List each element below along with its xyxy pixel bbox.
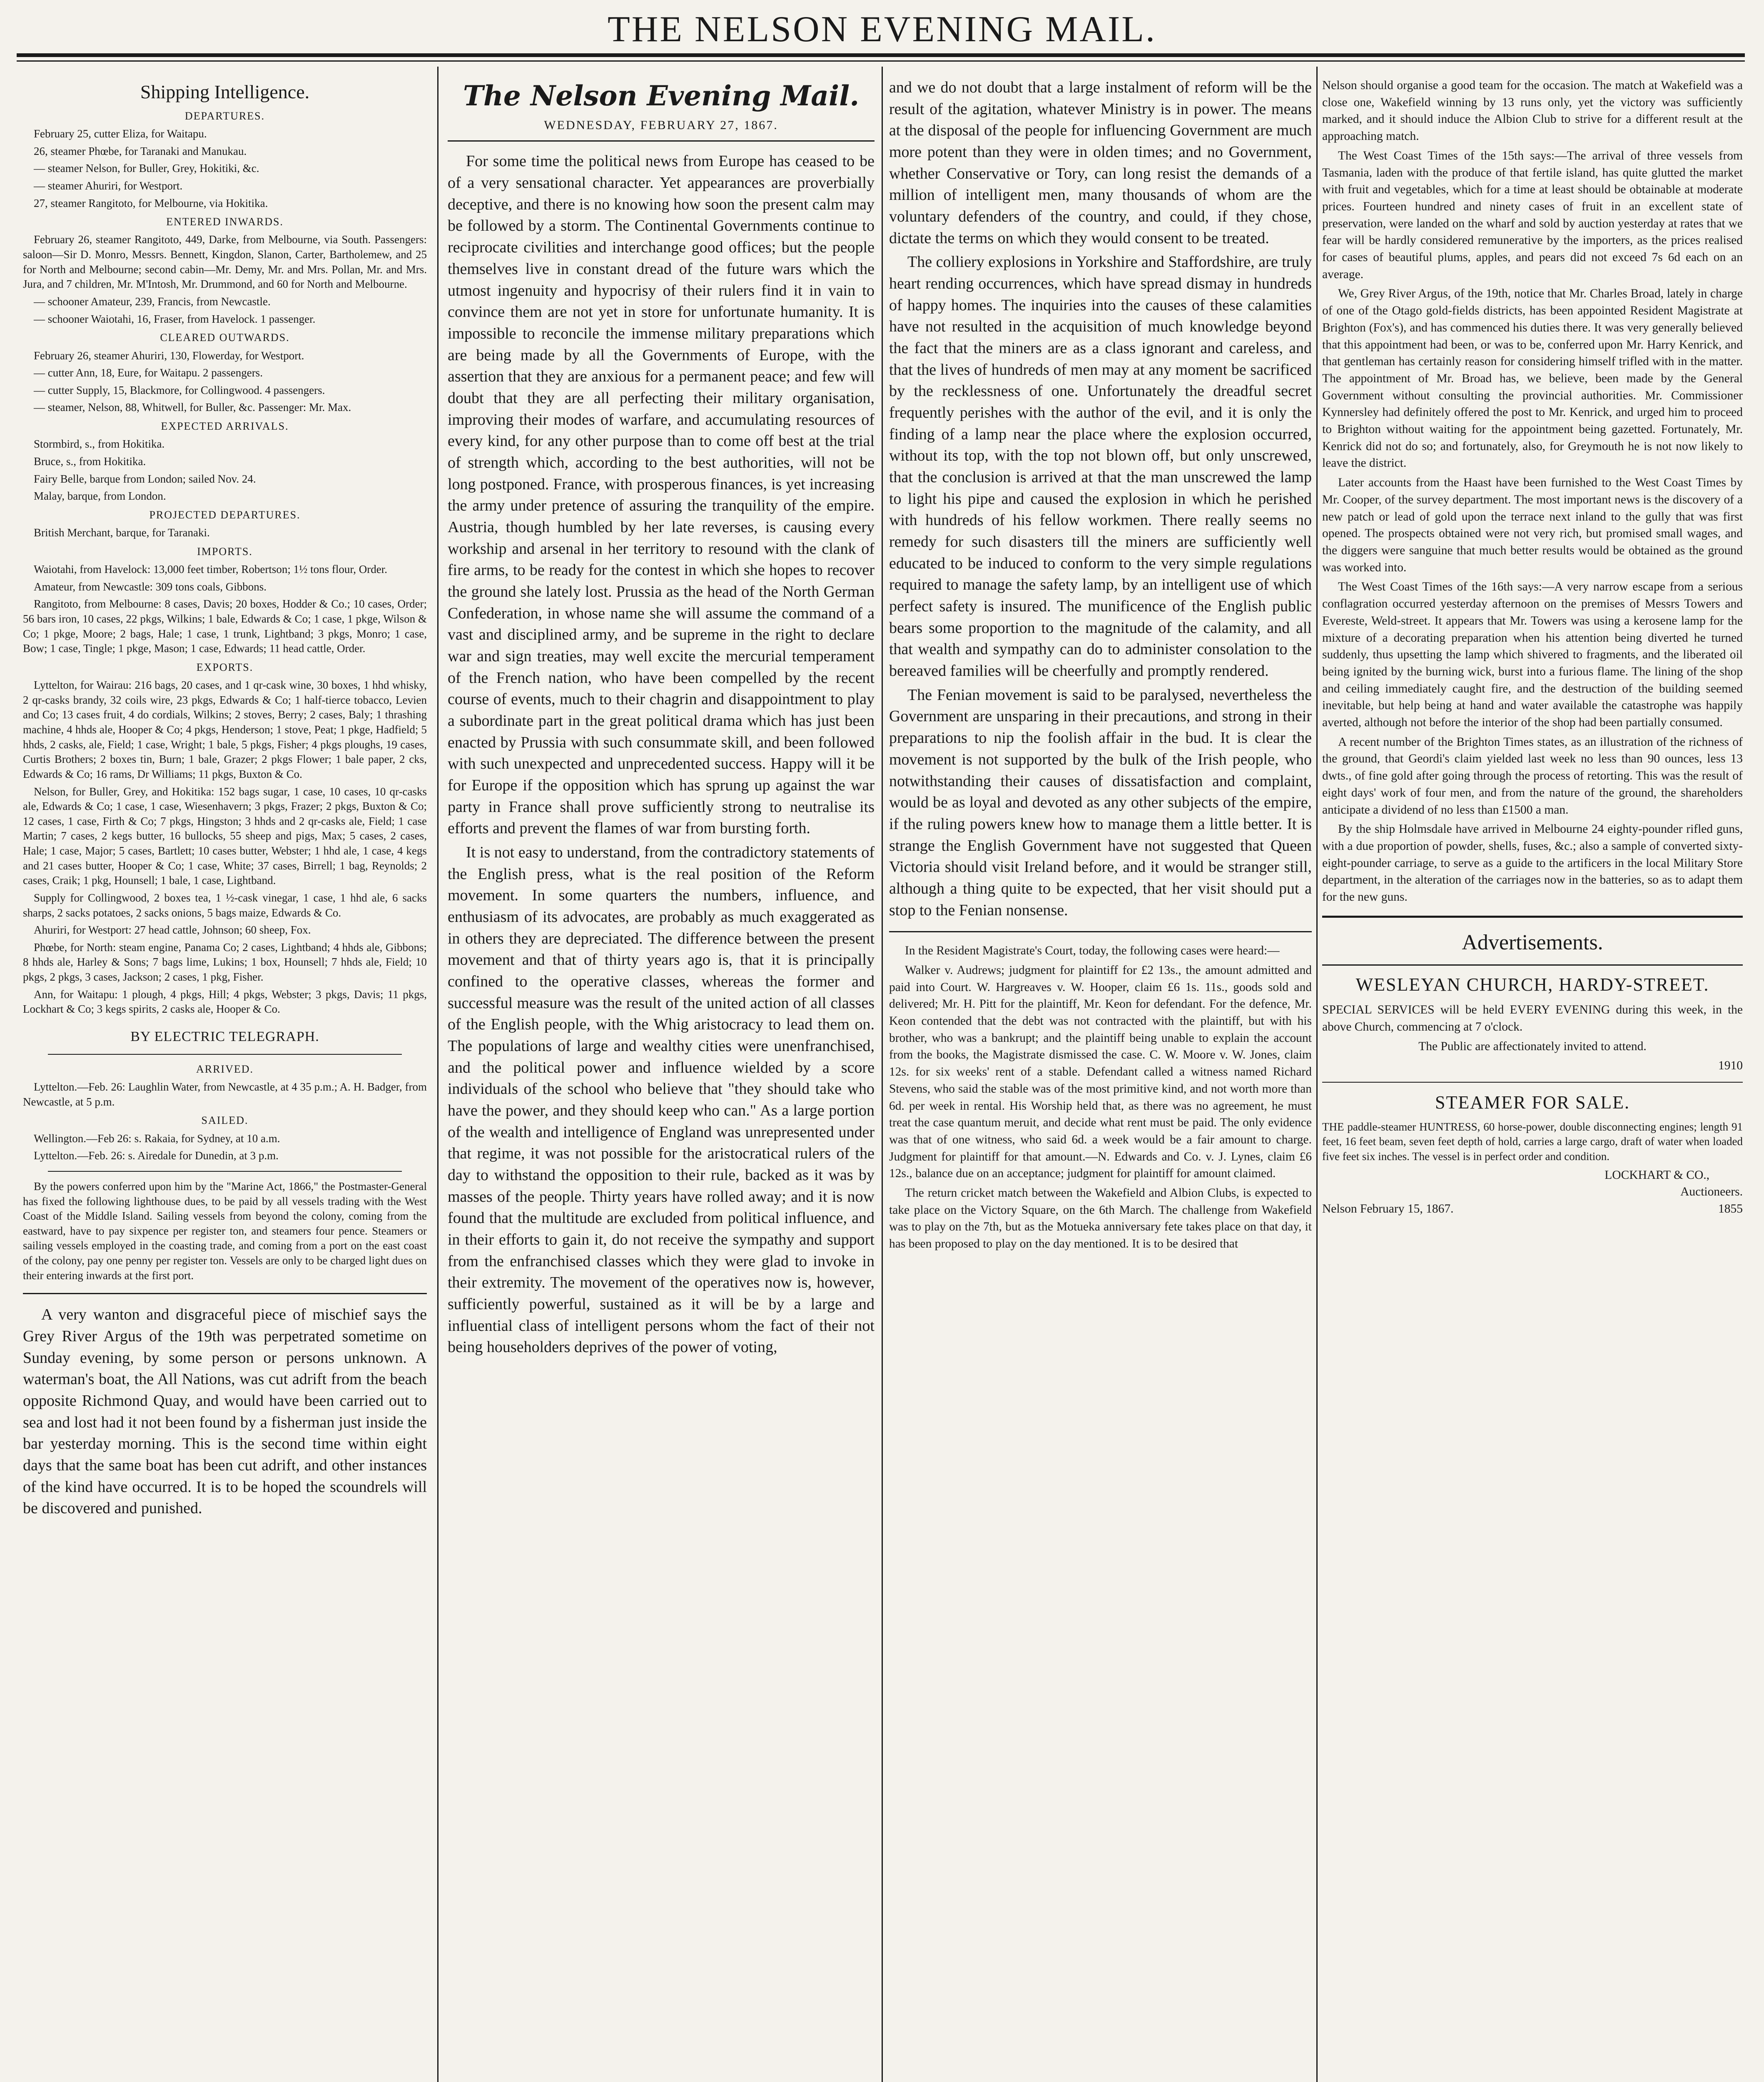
masthead-rule <box>17 53 1745 57</box>
divider <box>1322 916 1743 918</box>
divider <box>889 931 1312 932</box>
column-shipping <box>23 77 427 2082</box>
divider <box>48 1171 402 1172</box>
ad-body: The Public are affectionately invited to attend. <box>1418 1039 1647 1053</box>
expected-heading: EXPECTED ARRIVALS. <box>161 420 289 433</box>
ad-heading: STEAMER FOR SALE. <box>1435 1092 1630 1113</box>
column-divider <box>437 67 439 2082</box>
ad-number: 1855 <box>1718 1202 1743 1216</box>
shipping-item: February 25, cutter Eliza, for Waitapu. <box>34 127 207 140</box>
shipping-item: — cutter Supply, 15, Blackmore, for Collingwood. 4 passengers. <box>34 384 325 396</box>
news-paragraph: Nelson should organise a good team for the occasion. The match at Wakefield was a close one, Wakefield winning by 13 runs only, yet the victory was sufficiently marked, and it should induce the Albion Club to strive for a different result at the approaching match. <box>1322 79 1743 143</box>
imports-heading: IMPORTS. <box>197 545 253 558</box>
fenian-paragraph: The Fenian movement is said to be paralysed, nevertheless the Government are unsparing in their precautions, and strong in their preparations to nip the foolish affair in the bud. It is clear the movement is not supported by the bulk of the Irish people, who notwithstanding their causes of dissatisfaction and complaint, would be as loyal and devoted as any other subjects of the empire, if the ruling powers knew how to manage them a little better. It is strange the English Government have not suggested that Queen Victoria should visit Ireland before, and it would be stranger still, although a thing quite to be expected, that her visit should put a stop to the Fenian nonsense. <box>889 686 1312 919</box>
sailed-heading: SAILED. <box>201 1114 249 1127</box>
exports-heading: EXPORTS. <box>196 661 254 673</box>
departures-heading: DEPARTURES. <box>184 110 265 122</box>
shipping-item: Bruce, s., from Hokitika. <box>34 455 146 468</box>
editorial-paragraph: It is not easy to understand, from the contradictory statements of the English press, what is the real position of the Reform movement. In some quarters the numbers, influence, and enthusiasm of its advocates, are probably as much exaggerated as in others they are depreciated. The difference between the present movement and that of thirty years ago is, that it is principally confined to the operative classes, whereas the former and successful measure was the result of the united action of all classes of the English people, with the Whig aristocracy to lead them on. The populations of large and wealthy cities were unenfranchised, and the political power and influence wielded by a score individuals of the school who believe that "they should take who have the power, and they should keep who can." As a large portion of the wealth and intelligence of England was unrepresented under that regime, it was not possible for the aristocratical rulers of the day to withstand the opposition to their rule, backed as it was by masses of the people. Thirty years have rolled away; and it is now found that the multitude are excluded from political influence, and in their efforts to gain it, do not receive the sympathy and support from the enfranchised classes which they were glad to invoke in their extremity. The movement of the operatives now is, however, sufficiently powerful, sustained as it will be by a large and influential class of intelligent persons whom the fact of their not being householders deprives of the power of voting, <box>448 843 875 1356</box>
news-paragraph: Later accounts from the Haast have been furnished to the West Coast Times by Mr. Cooper, of the survey department. The most important news is the discovery of a new patch or lead of gold upon the terrace next inland to the gully that was first opened. The prospects obtained were not very rich, but promised small wages, and the diggers were sanguine that much better results would be obtained as the ground was worked into. <box>1322 476 1743 574</box>
editorial-paragraph: For some time the political news from Europe has ceased to be of a very sensational character. Yet appearances are proverbially deceptive, and there is no knowing how soon the present calm may be followed by a storm. The Continental Governments continue to reciprocate civilities and interchange good offices; but the people themselves live in constant dread of the future wars which the utmost ingenuity and hypocrisy of their rulers find it in vain to convince them are not yet in store for unfortunate humanity. It is impossible to reconcile the immense military preparations which are being made by all the Governments of Europe, with the assertion that they are anxious for a permanent peace; and few will doubt that they are all perfecting their military organisation, improving their modes of warfare, and accumulating resources of every kind, for any other purpose than to come off best at the trial of strength which, according to the best authorities, will not be long postponed. France, with prosperous finances, is yet increasing the army under pretence of assuring the tranquility of the empire. Austria, though humbled by her late reverses, is causing every workship and arsenal in her territory to resound with the clank of fire arms, to be ready for the contest in which she hopes to recover the ground she lately lost. Prussia as the head of the North German Confederation, in whose name she will assume the command of a vast and disciplined army, and be supreme in the right to declare war and sign treaties, may well excite the mercurial temperament of the French nation, who have been compelled by the recent course of events, much to their chagrin and disappointment to play a subordinate part in the great political drama which has just been enacted by Prussia with such consummate skill, and been followed with such unexpected and unprecedented success. Happy will it be for Europe if the opposition which has sprung up against the war party in France shall prove sufficiently strong to neutralise its efforts and prevent the flames of war from bursting forth. <box>448 152 875 837</box>
shipping-item: Rangitoto, from Melbourne: 8 cases, Davis; 20 boxes, Hodder & Co.; 10 cases, Order; 56 bars iron, 10 cases, 22 pkgs, Wilkins; 1 bale, Edwards & Co; 1 case, 1 pkge, Wilson & Co; 1 pkge, Moore; 2 bags, Hale; 1 case, 1 trunk, Lightband; 3 pkgs, Monro; 1 case, Bow; 1 case, Tingle; 1 pkge, Mason; 1 case, Edwards; 11 head cattle, Order. <box>23 598 427 655</box>
divider <box>1322 964 1743 966</box>
shipping-heading: Shipping Intelligence. <box>140 81 310 102</box>
ad-heading: WESLEYAN CHURCH, HARDY-STREET. <box>1355 974 1709 995</box>
projected-heading: PROJECTED DEPARTURES. <box>149 508 301 521</box>
shipping-item: Wellington.—Feb 26: s. Rakaia, for Sydney, at 10 a.m. <box>34 1132 280 1145</box>
shipping-item: February 26, steamer Rangitoto, 449, Darke, from Melbourne, via South. Passengers: saloon—Sir D. Monro, Messrs. Bennett, Kingdon, Slanon, Carter, Bartholemew, and 25 for North and Melbourne; second cabin—Mr. Demy, Mr. and Mrs. Pollan, Mr. and Mrs. Jura, and 7 children, Mr. M'Intosh, Mr. Drummond, and 60 for North and Melbourne. <box>23 233 427 291</box>
arrived-heading: ARRIVED. <box>196 1063 254 1075</box>
news-paragraph: By the ship Holmsdale have arrived in Melbourne 24 eighty-pounder rifled guns, with a due proportion of powder, shells, fuses, &c.; also a sample of converted sixty-eight-pounder carriage, to serve as a guide to the artificers in the local Military Store department, in the alteration of the carriages now in the batteries, so as to adapt them for the new guns. <box>1322 822 1743 904</box>
divider <box>448 140 875 142</box>
news-paragraph: A recent number of the Brighton Times states, as an illustration of the richness of the ground, that Geordi's claim yielded last week no less than 90 ounces, less 13 dwts., of fine gold after going through the process of retorting. This was the result of eight days' work of four men, and from the nature of the ground, the shareholders anticipate a dividend of no less than £1500 a man. <box>1322 735 1743 817</box>
column-editorial <box>448 77 875 2082</box>
shipping-item: February 26, steamer Ahuriri, 130, Flowerday, for Westport. <box>34 349 304 362</box>
shipping-item: — schooner Amateur, 239, Francis, from Newcastle. <box>34 295 271 308</box>
shipping-item: Amateur, from Newcastle: 309 tons coals, Gibbons. <box>34 580 267 593</box>
shipping-item: — steamer Ahuriri, for Westport. <box>34 179 183 192</box>
shipping-item: Fairy Belle, barque from London; sailed Nov. 24. <box>34 472 256 485</box>
court-cases: Walker v. Audrews; judgment for plaintiff for £2 13s., the amount admitted and paid into Court. W. Hargreaves v. W. Hooper, claim £6 1s. 11s., goods sold and delivered; Mr. H. Pitt for the plaintiff, Mr. Keon for defendant. For the defence, Mr. Keon contended that the debt was not contracted with the plaintiff, but with his brother, who was a bankrupt; and the plaintiff being unable to explain the account from the books, the Magistrate dismissed the case. C. W. Moore v. W. Jones, claim 12s. for six weeks' rent of a stable. Defendant called a witness named Richard Stevens, who said the stable was of the most primitive kind, and not worth more than 6d. per week in rental. His Worship held that, as there was no agreement, he must treat the case quantum meruit, and decide what rent must be paid. The only evidence was that of one witness, who said 6d. a week would be a fair amount to charge. Judgment for plaintiff for that amount.—N. Edwards and Co. v. J. Lynes, claim £6 12s., balance due on an acceptance; judgment for plaintiff for amount claimed. <box>889 963 1312 1180</box>
column-divider <box>1316 67 1318 2082</box>
shipping-item: — steamer, Nelson, 88, Whitwell, for Buller, &c. Passenger: Mr. Max. <box>34 401 351 414</box>
column-news-ads <box>1322 77 1743 2082</box>
court-intro: In the Resident Magistrate's Court, today, the following cases were heard:— <box>905 944 1280 958</box>
editorial-masthead: The Nelson Evening Mail. <box>463 80 860 112</box>
boat-mischief-article: A very wanton and disgraceful piece of mischief says the Grey River Argus of the 19th was perpetrated sometime on Sunday evening, by some person or persons unknown. A waterman's boat, the All Nations, was cut adrift from the beach opposite Richmond Quay, and would have been carried out to sea and lost had it not been found by a fisherman just inside the bar yesterday morning. This is the second time within eight days that the same boat has been cut adrift, and other instances of the kind have occurred. It is to be hoped the scoundrels will be discovered and punished. <box>23 1306 427 1517</box>
editorial-dateline: WEDNESDAY, FEBRUARY 27, 1867. <box>544 118 778 132</box>
ad-date-text: Nelson February 15, 1867. <box>1322 1202 1454 1216</box>
shipping-item: 27, steamer Rangitoto, for Melbourne, via Hokitika. <box>34 197 268 209</box>
shipping-item: Nelson, for Buller, Grey, and Hokitika: 152 bags sugar, 1 case, 10 cases, 10 qr-casks ale, Edwards & Co; 1 case, 1 case, Wiesenhavern; 3 pkgs, Frazer; 2 pkgs, Buxton & Co; 12 cases, 1 case, Firth & Co; 7 pkgs, Hingston; 3 hhds and 2 qr-casks ale, Field; 1 case Martin; 7 cases, 2 kegs butter, 16 bullocks, 55 sheep and pigs, Max; 5 cases, 2 cases, Hale; 1 case, Major; 5 cases, Bartlett; 10 cases butter, Webster; 1 hhd ale, 1 case, 4 kegs and 21 cases butter, Hooper & Co; 1 case, White; 37 cases, Birrell; 1 bag, Reynolds; 2 cases, Craik; 1 pkg, Hounsell; 1 bale, 1 case, Lightband. <box>23 785 427 887</box>
shipping-item: Waiotahi, from Havelock: 13,000 feet timber, Robertson; 1½ tons flour, Order. <box>34 563 387 576</box>
news-paragraph: The West Coast Times of the 16th says:—A very narrow escape from a serious conflagration occurred yesterday afternoon on the premises of Messrs Towers and Evereste, Weld-street. It appears that Mr. Towers was using a kerosene lamp for the mixture of a decorating preparation when his attention being diverted he turned suddenly, thus upsetting the lamp which shivered to fragments, and the liberated oil being ignited by the burning wick, burst into a furious flame. The lining of the shop and ceiling immediately caught fire, and the destruction of the building seemed inevitable, but help being at hand and water available the catastrophe was happily averted, although not before the interior of the shop had been partially consumed. <box>1322 580 1743 730</box>
shipping-item: Lyttelton.—Feb. 26: s. Airedale for Dunedin, at 3 p.m. <box>34 1149 279 1162</box>
divider <box>48 1054 402 1055</box>
telegraph-heading: BY ELECTRIC TELEGRAPH. <box>130 1029 319 1044</box>
ad-date <box>1322 1200 1743 1218</box>
lighthouse-notice: By the powers conferred upon him by the "Marine Act, 1866," the Postmaster-General has fixed the following lighthouse dues, to be paid by all vessels trading with the West Coast of the Middle Island. Sailing vessels from beyond the colony, coming from the eastward, have to pay sixpence per register ton, and steamers four pence. Steamers or sailing vessels employed in the coasting trade, and coming from a port on the east coast of the colony, pay one penny per register ton. Vessels are only to be charged light dues on their entering inwards at the first port. <box>23 1180 427 1282</box>
shipping-item: Malay, barque, from London. <box>34 490 166 503</box>
colliery-paragraph: The colliery explosions in Yorkshire and Staffordshire, are truly heart rending occurrences, which have spread dismay in hundreds of happy homes. The inquiries into the causes of these calamities have not resulted in the acquisition of much knowledge beyond the fact that the miners are as a class ignorant and careless, and that the lives of hundreds of men may at any moment be sacrificed by the recklessness of one. Unfortunately the dreadful secret frequently perishes with the author of the evil, and it is only the finding of a lamp near the place where the explosion occurred, without its top, with the top not blown off, but only unscrewed, that the conclusion is arrived at that the man unscrewed the lamp to light his pipe and caused the explosion in which he perished with hundreds of his fellow workmen. There really seems no remedy for such disasters till the miners are sufficiently well educated to be induced to conform to the very simple regulations required to manage the safety lamp, by an intelligent use of which perfect safety is insured. The munificence of the English public bears some proportion to the magnitude of the calamity, and all that wealth and sympathy can do to administer consolation to the bereaved families will be cheerfully and promptly rendered. <box>889 253 1312 680</box>
shipping-item: British Merchant, barque, for Taranaki. <box>34 526 210 539</box>
news-paragraph: We, Grey River Argus, of the 19th, notice that Mr. Charles Broad, lately in charge of one of the Otago gold-fields districts, has been appointed Resident Magistrate at Brighton (Fox's), and has commenced his duties there. It was very generally believed that this appointment had been, or was to be, conferred upon Mr. Harry Kenrick, and that gentleman has certainly reason for considering himself trifled with in the matter. The appointment of Mr. Broad has, we believe, been made by the General Government without consulting the provincial authorities. Mr. Commissioner Kynnersley had definitely offered the post to Mr. Kenrick, and urged him to proceed to Brighton without waiting for the appointment being gazetted. Fortunately, Mr. Kenrick did not do so; and fortunately, also, for Greymouth he is not now likely to leave the district. <box>1322 287 1743 470</box>
shipping-item: Ann, for Waitapu: 1 plough, 4 pkgs, Hill; 4 pkgs, Webster; 3 pkgs, Davis; 11 pkgs, Lockhart & Co; 3 kegs spirits, 2 casks ale, Hooper & Co. <box>23 988 427 1016</box>
shipping-item: Phœbe, for North: steam engine, Panama Co; 2 cases, Lightband; 4 hhds ale, Gibbons; 8 hhds ale, Harley & Sons; 7 bags lime, Lukins; 1 box, Hounsell; 7 hhds ale, Field; 10 pkgs, 2 pkgs, 3 cases, Jackson; 2 cases, 1 pkg, Fisher. <box>23 941 427 984</box>
cricket-paragraph: The return cricket match between the Wakefield and Albion Clubs, is expected to take place on the Victory Square, on the 6th March. The challenge from Wakefield was to play on the 7th, but as the Motueka anniversary fete takes place on that day, it has been proposed to play on the day mentioned. It is to be desired that <box>889 1186 1312 1251</box>
shipping-item: Stormbird, s., from Hokitika. <box>34 438 165 451</box>
cleared-heading: CLEARED OUTWARDS. <box>160 331 290 344</box>
ad-number: 1910 <box>1718 1059 1743 1073</box>
shipping-item: Lyttelton, for Wairau: 216 bags, 20 cases, and 1 qr-cask wine, 30 boxes, 1 hhd whisky, 2 qr-casks brandy, 32 coils wire, 23 pkgs, Edwards & Co; 1 half-tierce tobacco, Levien and Co; 13 cases fruit, 4 do cordials, Wilkins; 2 stoves, Berry; 2 cases, Baly; 1 thrashing machine, 4 hhds ale, Hooper & Co; 4 pkgs, Henderson; 1 stove, Peat; 1 pkge, Hadfield; 5 hhds, 2 casks, ale, Field; 1 case, Wright; 1 bale, 5 pkgs, Fisher; 4 pkgs ploughs, 19 cases, Curtis Brothers; 2 boxes tin, Burn; 1 bale, Grazer; 2 pkgs Flower; 1 bale paper, 2 cks, Edwards & Co; 16 rams, Dr Williams; 11 pkgs, Buxton & Co. <box>23 679 427 780</box>
advertisements-heading: Advertisements. <box>1462 930 1603 954</box>
column-divider <box>882 67 883 2082</box>
shipping-item: — cutter Ann, 18, Eure, for Waitapu. 2 passengers. <box>34 366 263 379</box>
ad-wesleyan <box>1322 972 1743 1075</box>
divider <box>23 1293 427 1294</box>
news-paragraph: The West Coast Times of the 15th says:—The arrival of three vessels from Tasmania, laden with the produce of that fertile island, has quite glutted the market with fruit and vegetables, which for a time at least should be obtainable at moderate prices. Fourteen hundred and ninety cases of fruit in an excellent state of preservation, were landed on the wharf and sold by auction yesterday at rates that we fear will be hardly considered remunerative by the importers, as the prices realised for cases of beautiful plums, apples, and pears did not exceed 7s 6d each on an average. <box>1322 149 1743 281</box>
shipping-item: 26, steamer Phœbe, for Taranaki and Manukau. <box>34 144 247 157</box>
shipping-item: Lyttelton.—Feb. 26: Laughlin Water, from Newcastle, at 4 35 p.m.; A. H. Badger, from Newcastle, at 5 p.m. <box>23 1081 427 1108</box>
shipping-item: Supply for Collingwood, 2 boxes tea, 1 ½-cask vinegar, 1 case, 1 hhd ale, 6 sacks sharps, 2 sacks potatoes, 2 sacks onions, 5 bags maize, Edwards & Co. <box>23 891 427 919</box>
shipping-item: Ahuriri, for Westport: 27 head cattle, Johnson; 60 sheep, Fox. <box>34 924 311 936</box>
divider <box>1322 1082 1743 1083</box>
ad-signature-role: Auctioneers. <box>1680 1185 1743 1199</box>
editorial-paragraph: and we do not doubt that a large instalment of reform will be the result of the agitation, whatever Ministry is in power. The means at the disposal of the people for influencing Government are much more potent than they were in olden times; and no Government, whether Conservative or Tory, can long resist the demands of a million of intelligent men, many thousands of whom are the voluntary defenders of the country, and could, if they chose, dictate the terms on which they would consent to be treated. <box>889 79 1312 247</box>
shipping-item: — schooner Waiotahi, 16, Fraser, from Havelock. 1 passenger. <box>34 312 316 325</box>
newspaper-title: THE NELSON EVENING MAIL. <box>607 9 1157 50</box>
ad-body: THE paddle-steamer HUNTRESS, 60 horse-power, double disconnecting engines; length 91 feet, 16 feet beam, seven feet depth of hold, carries a large cargo, draft of water when loaded five feet six inches. The vessel is in perfect order and condition. <box>1322 1120 1743 1163</box>
masthead-rule-thin <box>17 60 1745 62</box>
shipping-item: — steamer Nelson, for Buller, Grey, Hokitiki, &c. <box>34 162 259 175</box>
entered-heading: ENTERED INWARDS. <box>166 216 284 228</box>
column-news <box>889 77 1312 2082</box>
ad-steamer <box>1322 1090 1743 1218</box>
ad-signature: LOCKHART & CO., <box>1605 1168 1709 1182</box>
ad-body: SPECIAL SERVICES will be held EVERY EVENING during this week, in the above Church, commencing at 7 o'clock. <box>1322 1003 1743 1034</box>
